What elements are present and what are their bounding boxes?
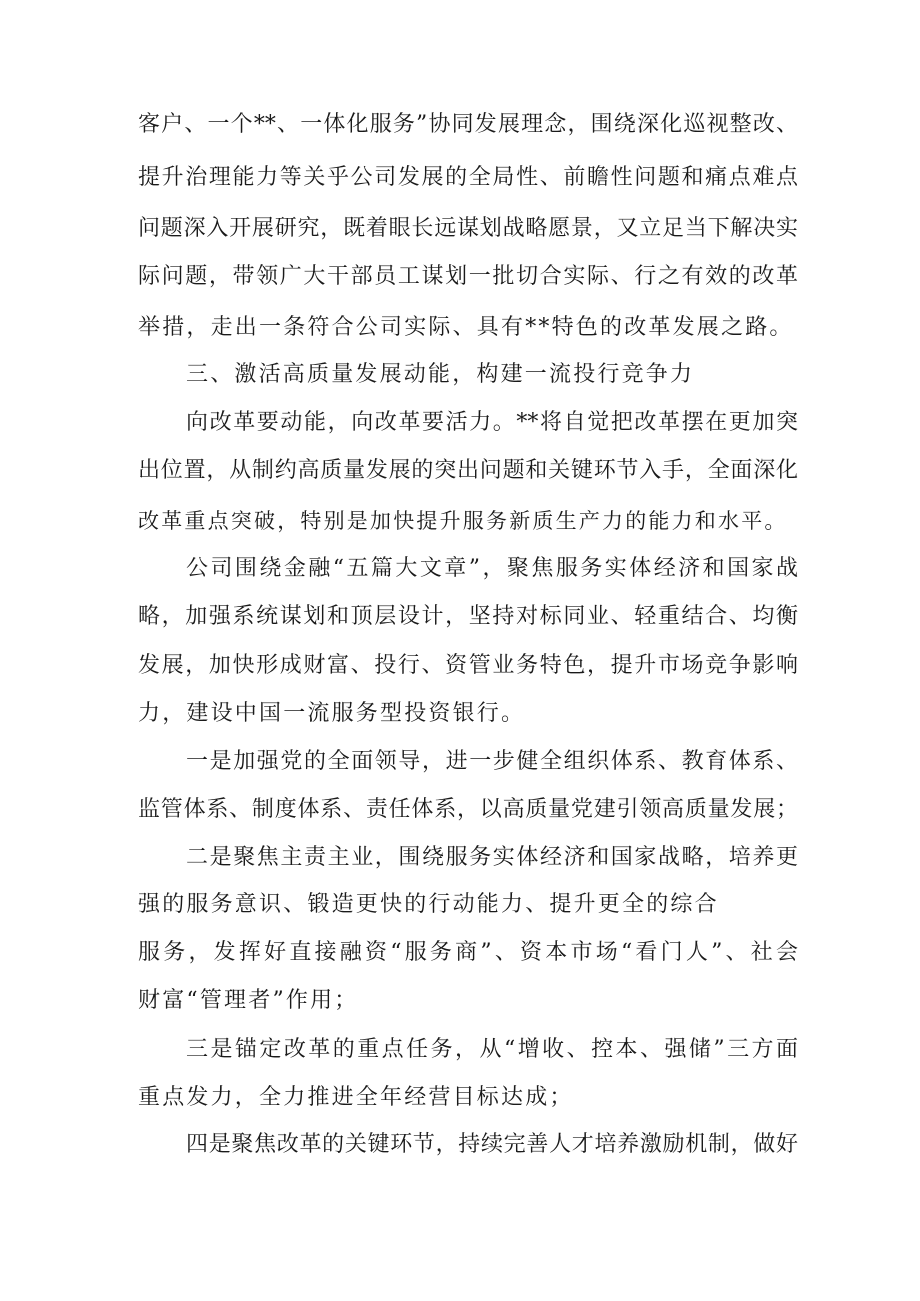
text-line: 公司围绕金融“五篇大文章”，聚焦服务实体经济和国家战 [186,556,798,581]
text-line: 强的服务意识、锻造更快的行动能力、提升更全的综合 [138,892,719,917]
text-line: 略，加强系统谋划和顶层设计，坚持对标同业、轻重结合、均衡 [138,604,798,629]
text-line: 服务，发挥好直接融资“服务商”、资本市场“看门人”、社会 [138,940,798,965]
text-line: 财富“管理者”作用； [138,988,359,1013]
text-line: 四是聚焦改革的关键环节，持续完善人才培养激励机制，做好 [186,1132,798,1157]
text-line: 改革重点突破，特别是加快提升服务新质生产力的能力和水平。 [138,509,788,533]
text-line: 一是加强党的全面领导，进一步健全组织体系、教育体系、 [186,749,798,774]
text-line: 二是聚焦主责主业，围绕服务实体经济和国家战略，培养更 [186,845,798,870]
text-line: 问题深入开展研究，既着眼长远谋划战略愿景，又立足当下解决实 [138,216,798,241]
text-line: 出位置，从制约高质量发展的突出问题和关键环节入手，全面深化 [138,458,798,483]
text-line: 重点发力，全力推进全年经营目标达成； [138,1085,574,1110]
text-line: 举措，走出一条符合公司实际、具有**特色的改革发展之路。 [138,315,794,340]
text-line: 发展，加快形成财富、投行、资管业务特色，提升市场竞争影响 [138,653,798,678]
text-line: 客户、一个**、一体化服务”协同发展理念，围绕深化巡视整改、 [138,112,798,137]
section-heading: 三、激活高质量发展动能，构建一流投行竞争力 [186,362,695,387]
text-line: 向改革要动能，向改革要活力。**将自觉把改革摆在更加突 [186,410,798,435]
text-line: 力，建设中国一流服务型投资银行。 [138,701,526,726]
text-line: 三是锚定改革的重点任务，从“增收、控本、强储”三方面 [186,1037,798,1062]
text-line: 监管体系、制度体系、责任体系，以高质量党建引领高质量发展； [138,797,798,822]
text-line: 提升治理能力等关乎公司发展的全局性、前瞻性问题和痛点难点 [138,165,798,190]
text-line: 际问题，带领广大干部员工谋划一批切合实际、行之有效的改革 [138,264,798,289]
